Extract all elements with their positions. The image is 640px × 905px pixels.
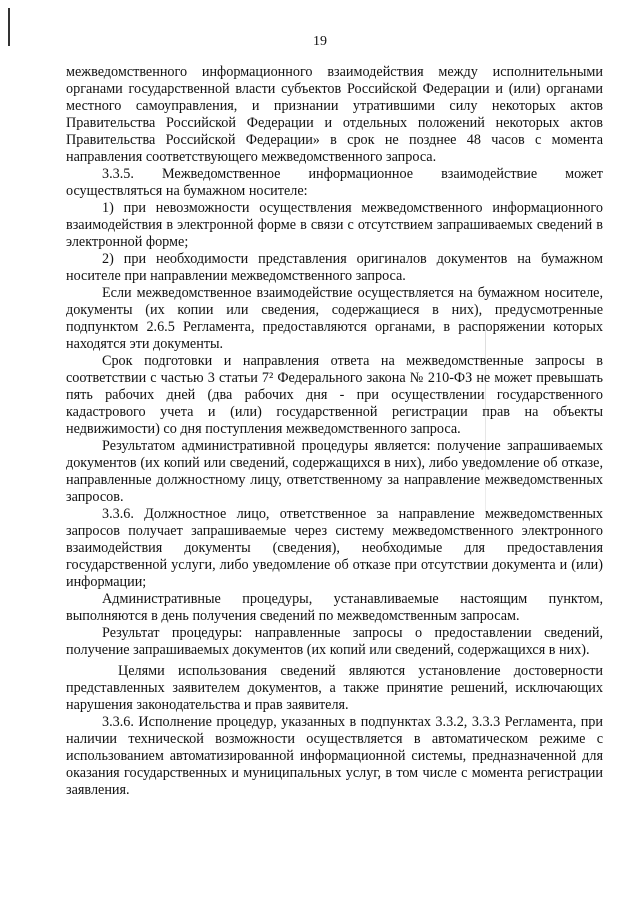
paragraph-3-3-6-automation: 3.3.6. Исполнение процедур, указанных в подпунктах 3.3.2, 3.3.3 Регламента, при наличии технической возможности осуществляется в автоматическом режиме с использованием автоматизированной информационной системы, предназначенной для оказания государственных и муниципальных услуг, в том числе с момента регистрации заявления. (66, 714, 603, 798)
paragraph-result-of-procedure: Результат процедуры: направленные запросы о предоставлении сведений, получение запрашиваемых документов (их копий или сведений, содержащихся в них). (66, 625, 603, 658)
paragraph-item-1: 1) при невозможности осуществления межведомственного информационного взаимодействия в электронной форме в связи с отсутствием запрашиваемых сведений в электронной форме; (66, 200, 603, 250)
paragraph-procedure-result: Результатом административной процедуры является: получение запрашиваемых документов (их копий или сведений, содержащихся в них), либо уведомление об отказе, направленные должностному лицу, ответственному за направление межведомственных запросов. (66, 438, 603, 505)
paragraph-response-deadline: Срок подготовки и направления ответа на межведомственные запросы в соответствии с частью 3 статьи 7² Федерального закона № 210-ФЗ не может превышать пять рабочих дней (два рабочих дня - при осуществлении государственного кадастрового учета и (или) государственной регистрации прав на объекты недвижимости) со дня поступления межведомственного запроса. (66, 353, 603, 437)
paragraph-continuation: межведомственного информационного взаимодействия между исполнительными органами государственной власти субъектов Российской Федерации и (или) органами местного самоуправления, и признании утратившими силу некоторых актов Правительства Российской Федерации и отдельных положений некоторых актов Правительства Российской Федерации» в срок не позднее 48 часов с момента направления соответствующего межведомственного запроса. (66, 64, 603, 165)
paragraph-admin-procedures: Административные процедуры, устанавливаемые настоящим пунктом, выполняются в день получения сведений по межведомственным запросам. (66, 591, 603, 624)
paragraph-item-2: 2) при необходимости представления оригиналов документов на бумажном носителе при направлении межведомственного запроса. (66, 251, 603, 284)
paragraph-purpose: Целями использования сведений являются установление достоверности представленных заявителем документов, а также принятие решений, исключающих нарушения законодательства и прав заявителя. (66, 663, 603, 713)
document-body (66, 64, 603, 799)
paragraph-paper-exchange: Если межведомственное взаимодействие осуществляется на бумажном носителе, документы (их копии или сведения, содержащиеся в них), предусмотренные подпунктом 2.6.5 Регламента, предоставляются органами, в распоряжении которых находятся эти документы. (66, 285, 603, 352)
page-number: 19 (313, 34, 327, 49)
paragraph-3-3-6-officer: 3.3.6. Должностное лицо, ответственное за направление межведомственных запросов получает запрашиваемые через систему межведомственного электронного взаимодействия документы (сведения), необходимые для предоставления государственной услуги, либо уведомление об отказе при отсутствии документа и (или) информации; (66, 506, 603, 590)
paragraph-3-3-5: 3.3.5. Межведомственное информационное взаимодействие может осуществляться на бумажном носителе: (66, 166, 603, 199)
